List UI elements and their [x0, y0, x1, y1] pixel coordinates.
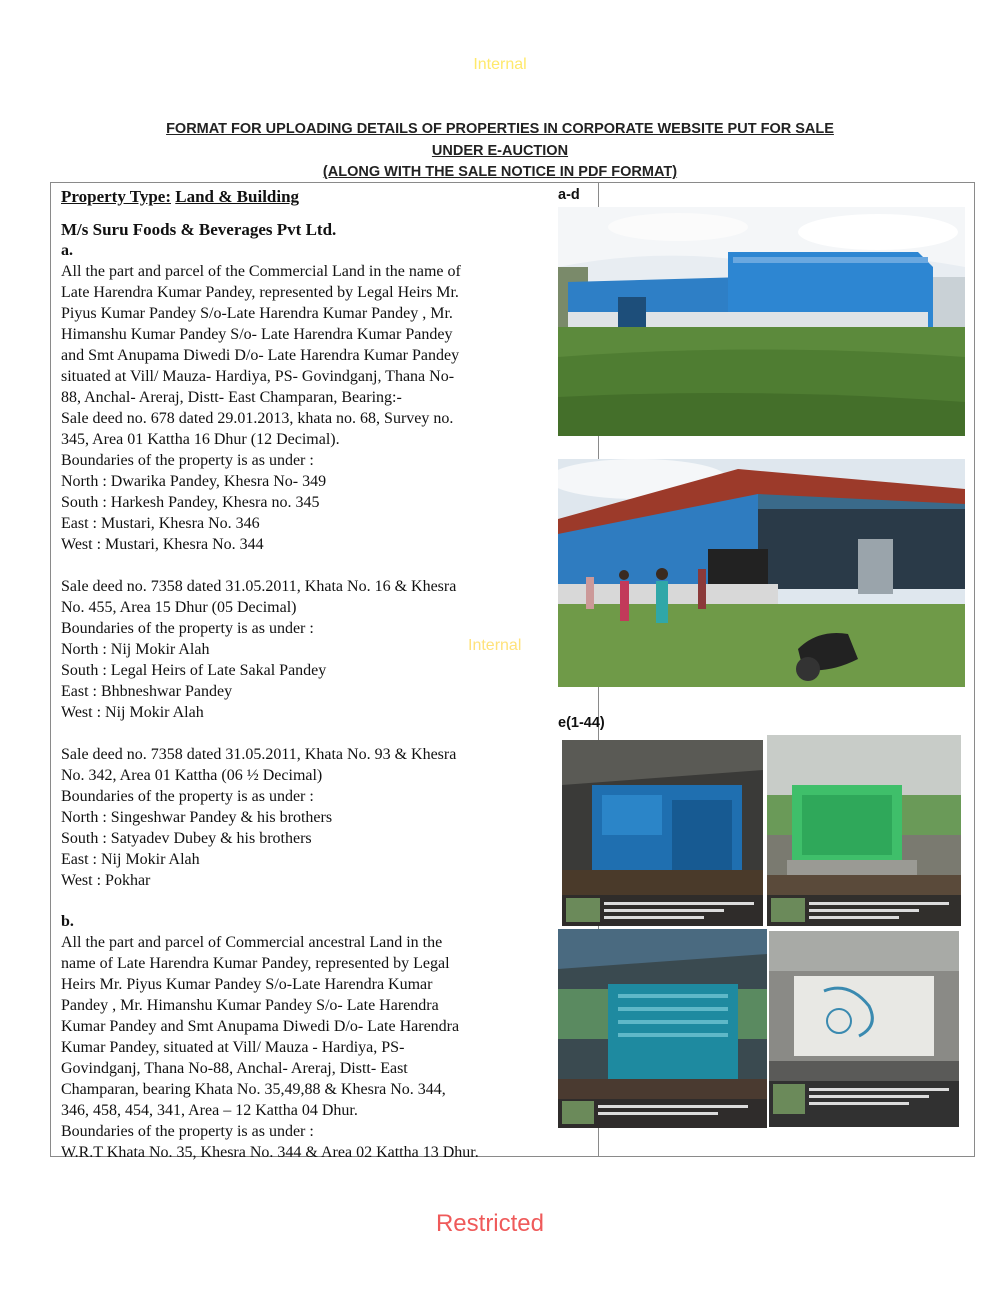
- factory-shed-site-visit-photo: [558, 459, 965, 687]
- photo-group-label-e: e(1-44): [558, 715, 605, 731]
- text-line: 346, 458, 454, 341, Area – 12 Kattha 04 Dhur.: [61, 1102, 358, 1119]
- machine-unit-photo: [558, 929, 767, 1128]
- text-line: 88, Anchal- Areraj, Distt- East Champaran, Bearing:-: [61, 389, 402, 406]
- property-type: [61, 185, 591, 209]
- heading-line-2: UNDER E-AUCTION: [431, 142, 569, 159]
- property-type-value: Land & Building: [175, 187, 300, 206]
- text-line: Boundaries of the property is as under :: [61, 1123, 314, 1140]
- property-description-column: [61, 185, 591, 1163]
- text-line: West : Nij Mokir Alah: [61, 704, 204, 721]
- text-line: No. 342, Area 01 Kattha (06 ½ Decimal): [61, 767, 323, 784]
- heading-line-3: (ALONG WITH THE SALE NOTICE IN PDF FORMAT): [322, 164, 678, 180]
- text-line: Himanshu Kumar Pandey S/o- Late Harendra Kumar Pandey: [61, 326, 453, 343]
- text-line: 345, Area 01 Kattha 16 Dhur (12 Decimal).: [61, 431, 340, 448]
- text-line: and Smt Anupama Diwedi D/o- Late Harendra Kumar Pandey: [61, 347, 460, 364]
- generator-photo: [767, 735, 961, 926]
- text-line: South : Satyadev Dubey & his brothers: [61, 830, 312, 847]
- text-line: Piyus Kumar Pandey S/o-Late Harendra Kumar Pandey , Mr.: [61, 305, 453, 322]
- text-line: All the part and parcel of the Commercial Land in the name of: [61, 263, 461, 280]
- text-line: Kumar Pandey, situated at Vill/ Mauza - Hardiya, PS-: [61, 1039, 405, 1056]
- text-line: Heirs Mr. Piyus Kumar Pandey S/o-Late Harendra Kumar: [61, 976, 433, 993]
- company-name: M/s Suru Foods & Beverages Pvt Ltd.: [61, 220, 337, 239]
- text-line: name of Late Harendra Kumar Pandey, represented by Legal: [61, 955, 450, 972]
- text-line: Boundaries of the property is as under :: [61, 452, 314, 469]
- text-line: situated at Vill/ Mauza- Hardiya, PS- Govindganj, Thana No-: [61, 368, 455, 385]
- text-line: All the part and parcel of Commercial ancestral Land in the: [61, 934, 443, 951]
- text-line: W.R.T Khata No. 35, Khesra No. 344 & Area 02 Kattha 13 Dhur.: [61, 1144, 479, 1161]
- machine-nameplate-photo: [769, 931, 959, 1127]
- watermark-restricted-bottom: Restricted: [435, 1210, 545, 1237]
- text-line: Sale deed no. 7358 dated 31.05.2011, Khata No. 16 & Khesra: [61, 578, 457, 595]
- section-b-label: b.: [61, 913, 74, 930]
- deed-3-text: [61, 744, 591, 891]
- document-heading: [0, 119, 1000, 184]
- text-line: West : Pokhar: [61, 872, 151, 889]
- text-line: East : Bhbneshwar Pandey: [61, 683, 233, 700]
- text-line: Late Harendra Kumar Pandey, represented by Legal Heirs Mr.: [61, 284, 459, 301]
- text-line: Kumar Pandey and Smt Anupama Diwedi D/o- Late Harendra: [61, 1018, 460, 1035]
- text-line: West : Mustari, Khesra No. 344: [61, 536, 264, 553]
- text-line: North : Dwarika Pandey, Khesra No- 349: [61, 473, 327, 490]
- text-line: East : Nij Mokir Alah: [61, 851, 200, 868]
- factory-exterior-photo: [558, 207, 965, 436]
- text-line: Govindganj, Thana No-88, Anchal- Areraj, Distt- East: [61, 1060, 408, 1077]
- section-b-text: [61, 932, 591, 1163]
- section-a-label: a.: [61, 242, 73, 259]
- watermark-internal-top: Internal: [473, 56, 527, 73]
- text-line: No. 455, Area 15 Dhur (05 Decimal): [61, 599, 297, 616]
- property-type-label: Property Type:: [61, 187, 172, 206]
- text-line: Pandey , Mr. Himanshu Kumar Pandey S/o- Late Harendra: [61, 997, 439, 1014]
- text-line: South : Legal Heirs of Late Sakal Pandey: [61, 662, 327, 679]
- photo-group-label-a-d: a-d: [558, 187, 580, 203]
- text-line: Sale deed no. 7358 dated 31.05.2011, Khata No. 93 & Khesra: [61, 746, 457, 763]
- text-line: North : Singeshwar Pandey & his brothers: [61, 809, 333, 826]
- heading-line-1: FORMAT FOR UPLOADING DETAILS OF PROPERTIES IN CORPORATE WEBSITE PUT FOR SALE: [166, 121, 834, 137]
- text-line: East : Mustari, Khesra No. 346: [61, 515, 260, 532]
- boiler-machinery-photo: [562, 740, 763, 926]
- text-line: Boundaries of the property is as under :: [61, 620, 314, 637]
- watermark-internal-middle: Internal: [468, 637, 522, 654]
- text-line: South : Harkesh Pandey, Khesra no. 345: [61, 494, 320, 511]
- text-line: Sale deed no. 678 dated 29.01.2013, khata no. 68, Survey no.: [61, 410, 454, 427]
- text-line: Champaran, bearing Khata No. 35,49,88 & Khesra No. 344,: [61, 1081, 446, 1098]
- section-a-text: [61, 261, 591, 555]
- text-line: Boundaries of the property is as under :: [61, 788, 314, 805]
- text-line: North : Nij Mokir Alah: [61, 641, 210, 658]
